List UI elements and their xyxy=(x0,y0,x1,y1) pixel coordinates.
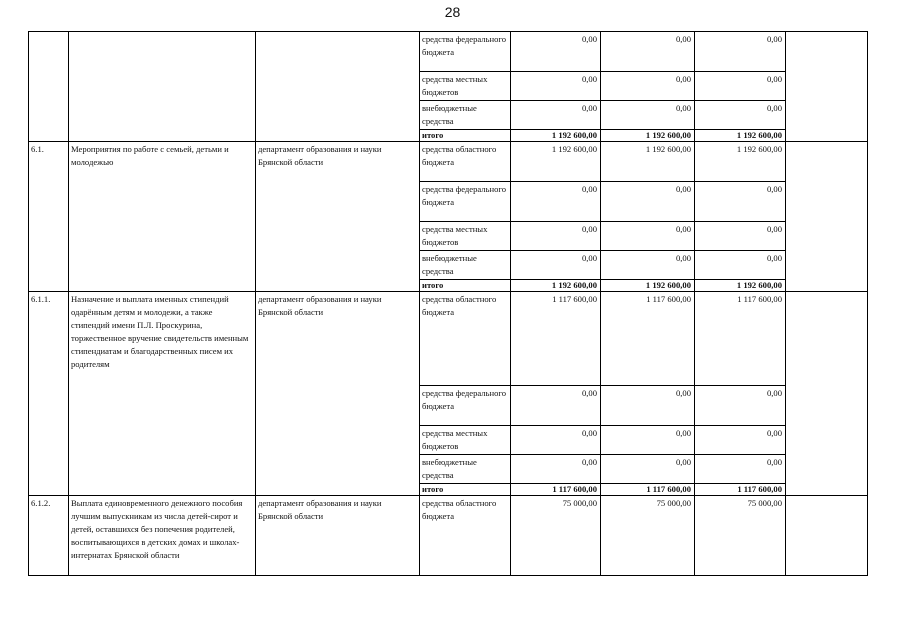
amount-1: 0,00 xyxy=(511,32,601,72)
amount-3: 1 192 600,00 xyxy=(695,130,786,142)
funding-source: внебюджетные средства xyxy=(420,251,511,280)
funding-source: внебюджетные средства xyxy=(420,101,511,130)
funding-source: средства федерального бюджета xyxy=(420,182,511,222)
budget-table xyxy=(28,31,868,576)
amount-2: 0,00 xyxy=(601,426,695,455)
extra-column xyxy=(786,142,868,292)
extra-column xyxy=(786,32,868,142)
amount-2: 75 000,00 xyxy=(601,496,695,576)
amount-3: 0,00 xyxy=(695,182,786,222)
amount-2: 0,00 xyxy=(601,72,695,101)
amount-1: 0,00 xyxy=(511,251,601,280)
funding-source: средства местных бюджетов xyxy=(420,426,511,455)
amount-3: 1 117 600,00 xyxy=(695,292,786,386)
amount-3: 0,00 xyxy=(695,426,786,455)
funding-source: средства областного бюджета xyxy=(420,292,511,386)
amount-3: 0,00 xyxy=(695,72,786,101)
item-number: 6.1. xyxy=(29,142,69,292)
item-number: 6.1.1. xyxy=(29,292,69,496)
item-name: Выплата единовременного денежного пособия лучшим выпускникам из числа детей-сирот и детей, оставшихся без попечения родителей, воспитывающихся в детских домах и школах-интернатах Брянской области xyxy=(69,496,256,576)
funding-source: итого xyxy=(420,280,511,292)
amount-3: 0,00 xyxy=(695,32,786,72)
amount-2: 0,00 xyxy=(601,101,695,130)
item-number: 6.1.2. xyxy=(29,496,69,576)
amount-1: 1 117 600,00 xyxy=(511,484,601,496)
item-name: Мероприятия по работе с семьей, детьми и молодежью xyxy=(69,142,256,292)
item-executor: департамент образования и науки Брянской области xyxy=(256,496,420,576)
amount-2: 1 192 600,00 xyxy=(601,130,695,142)
amount-3: 0,00 xyxy=(695,222,786,251)
amount-2: 1 117 600,00 xyxy=(601,484,695,496)
amount-3: 1 117 600,00 xyxy=(695,484,786,496)
amount-2: 0,00 xyxy=(601,455,695,484)
table-row xyxy=(29,142,868,182)
extra-column xyxy=(786,292,868,496)
table-row xyxy=(29,292,868,386)
amount-2: 0,00 xyxy=(601,222,695,251)
amount-2: 1 192 600,00 xyxy=(601,142,695,182)
amount-1: 1 192 600,00 xyxy=(511,142,601,182)
amount-3: 1 192 600,00 xyxy=(695,280,786,292)
funding-source: средства местных бюджетов xyxy=(420,72,511,101)
funding-source: средства областного бюджета xyxy=(420,496,511,576)
amount-1: 1 192 600,00 xyxy=(511,280,601,292)
table-row xyxy=(29,496,868,576)
funding-source: итого xyxy=(420,130,511,142)
amount-2: 0,00 xyxy=(601,32,695,72)
amount-3: 75 000,00 xyxy=(695,496,786,576)
amount-2: 0,00 xyxy=(601,182,695,222)
item-executor: департамент образования и науки Брянской области xyxy=(256,142,420,292)
amount-1: 0,00 xyxy=(511,222,601,251)
amount-1: 0,00 xyxy=(511,72,601,101)
amount-1: 0,00 xyxy=(511,455,601,484)
amount-2: 0,00 xyxy=(601,386,695,426)
funding-source: средства федерального бюджета xyxy=(420,386,511,426)
funding-source: внебюджетные средства xyxy=(420,455,511,484)
amount-3: 0,00 xyxy=(695,386,786,426)
amount-1: 0,00 xyxy=(511,101,601,130)
amount-1: 0,00 xyxy=(511,426,601,455)
table-row xyxy=(29,32,868,72)
amount-1: 1 117 600,00 xyxy=(511,292,601,386)
extra-column xyxy=(786,496,868,576)
amount-3: 0,00 xyxy=(695,251,786,280)
funding-source: итого xyxy=(420,484,511,496)
item-number xyxy=(29,32,69,142)
item-executor xyxy=(256,32,420,142)
amount-1: 0,00 xyxy=(511,182,601,222)
amount-2: 0,00 xyxy=(601,251,695,280)
item-name xyxy=(69,32,256,142)
amount-2: 1 192 600,00 xyxy=(601,280,695,292)
amount-1: 75 000,00 xyxy=(511,496,601,576)
amount-1: 0,00 xyxy=(511,386,601,426)
page-number: 28 xyxy=(444,4,461,20)
item-name: Назначение и выплата именных стипендий одарённым детям и молодежи, а также стипендий имени П.Л. Проскурина, торжественное вручение свидетельств именным стипендиатам и благодарственных писем их родителям xyxy=(69,292,256,496)
item-executor: департамент образования и науки Брянской области xyxy=(256,292,420,496)
amount-3: 0,00 xyxy=(695,455,786,484)
amount-3: 0,00 xyxy=(695,101,786,130)
amount-1: 1 192 600,00 xyxy=(511,130,601,142)
amount-3: 1 192 600,00 xyxy=(695,142,786,182)
funding-source: средства местных бюджетов xyxy=(420,222,511,251)
funding-source: средства областного бюджета xyxy=(420,142,511,182)
funding-source: средства федерального бюджета xyxy=(420,32,511,72)
amount-2: 1 117 600,00 xyxy=(601,292,695,386)
